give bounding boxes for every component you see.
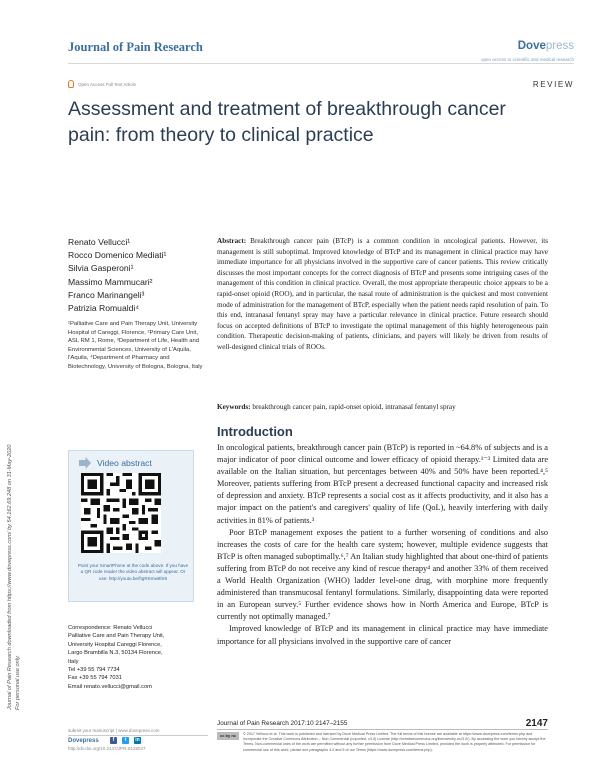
body-paragraph: Poor BTcP management exposes the patient to a further worsening of conditions and also increases the costs of care for the health care system; however, multiple evidence suggests that BTcP is often managed suboptimally.⁶,⁷ An Italian study highlighted that about one-third of patients suffering from BTcP do not receive any kind of rescue therapy⁴ and another 33% of them received a World Health Organization (WHO) ladder level-one drug, with morphine more frequently administered than transmucosal fentanyl formulations. Similarly, disappointing data were reported in an European survey.⁵ Further evidence shows how in North America and Europe, BTcP is currently not optimally managed.⁷ [217,527,548,622]
section-heading-introduction: Introduction [217,424,293,439]
qr-code-icon[interactable] [81,473,161,553]
keywords-text: breakthrough cancer pain, rapid-onset opioid, intranasal fentanyl spray [252,403,456,411]
correspondence-line: Largo Brambilla N.3, 50134 Florence, [68,650,163,657]
linkedin-icon[interactable]: in [135,737,140,744]
abstract [217,236,548,353]
author-name: Franco Marinangeli³ [68,289,145,300]
doi-link[interactable]: http://dx.doi.org/10.2147/JPR.S128047 [68,746,146,751]
article-type: REVIEW [532,80,574,89]
twitter-icon[interactable]: t [122,737,129,744]
author-name: Massimo Mammucari² [68,276,153,287]
video-abstract-note: Point your SmartPhone at the code above. If you have a QR code reader the video abstract will appear. Or use: http://youtu.be/fIgRSmw8hr8 [77,563,189,581]
publisher-logo-part1: Dove [517,40,546,52]
video-abstract-heading[interactable] [79,457,152,469]
license-notice [217,732,548,753]
page-number: 2147 [525,718,548,729]
download-side-note-line2: For personal use only. [15,655,21,710]
publisher-logo-part2: press [545,40,574,52]
correspondence-line: University Hospital Careggi Florence, [68,641,162,648]
body-paragraph: In oncological patients, breakthrough cancer pain (BTcP) is reported in ~64.8% of subjects and is a major indicator of poor clinical outcome and lower efficacy of opioid therapy.¹⁻³ Limited data are available on the Italian situation, but percentages between 40% and 50% have been reported.⁴,⁵ Moreover, patients suffering from BTcP present a decreased functional capacity and increased risk of depression and anxiety. BTcP represents a social cost as it affects productivity, and it also has a major impact on the patient's and caregivers' quality of life (QoL), heavily interfering with daily activities in 81% of patients.³ [217,443,548,525]
download-side-note-line1: Journal of Pain Research downloaded from https://www.dovepress.com/ by 54.162.69.248 on 31-May-2020 [7,444,13,710]
abstract-text: Breakthrough cancer pain (BTcP) is a common condition in oncological patients. However, its management is still suboptimal. Improved knowledge of BTcP and its management in clinical practice may have immediate importance for all physicians involved in the supportive care of cancer patients. This review critically discusses the most important concepts for the correct diagnosis of BTcP and presents some intriguing cases of the management of this condition in clinical practice. Overall, the most appropriate therapeutic choice appears to be a rapid-onset opioid (ROO), and in particular, the nasal route of administration is the quickest and most convenient mode of administration for the management of BTcP, especially when the patient needs rapid resolution of pain. To this end, intranasal fentanyl spray may have a particular relevance in clinical practice. Future research should focus on accepted definitions of BTcP to investigate the optimal management of this highly heterogeneous pain condition. Therapeutic decision-making of patients, clinicians, and payers will likely be driven from results of well-designed clinical trials of ROOs. [217,237,548,351]
correspondence-line: Palliative Care and Pain Therapy Unit, [68,633,165,640]
journal-name[interactable]: Journal of Pain Research [68,40,203,54]
correspondence-line: Italy [68,658,79,665]
article-title: Assessment and treatment of breakthrough cancer pain: from theory to clinical practice [68,98,506,146]
open-access-label [68,80,136,88]
footer-left [68,727,208,753]
footer-dovepress-logo[interactable]: Dovepress [68,738,99,744]
author-list [68,236,166,315]
video-abstract-box[interactable] [68,450,194,602]
facebook-icon[interactable]: f [110,737,117,744]
abstract-label: Abstract: [217,237,247,245]
body-paragraph: Improved knowledge of BTcP and its management in clinical practice may have immediate importance for all physicians involved in the supportive care of cancer [217,624,548,646]
correspondence-email[interactable]: Email renato.vellucci@gmail.com [68,683,152,690]
footer-divider [217,729,548,730]
license-text: © 2017 Vellucci et al. This work is published and licensed by Dove Medical Press Limited. The full terms of this license are available at https://www.dovepress.com/terms.php and incorporate the Creative Commons Attribution – Non Commercial (unported, v3.0) License (http://creativecommons.org/licenses/by-nc/3.0/). By accessing the work you hereby accept the Terms. Non-commercial uses of the work are permitted without any further permission from Dove Medical Press Limited, provided the work is properly attributed. For permission for commercial use of this work, please see paragraphs 4.2 and 5 of our Terms (https://www.dovepress.com/terms.php). [243,732,546,752]
open-access-text: Open Access Full Text Article [78,81,136,87]
publisher-tagline: open access to scientific and medical research [480,57,574,62]
keywords [217,402,548,413]
footer-journal-reference: Journal of Pain Research 2017:10 2147–2155 [217,720,348,727]
author-name: Rocco Domenico Mediati¹ [68,250,167,261]
submit-manuscript-link[interactable]: submit your manuscript | www.dovepress.com [68,728,160,733]
header-divider [68,63,574,64]
correspondence-line: Tel +39 55 794 7734 [68,667,120,674]
affiliations: ¹Palliative Care and Pain Therapy Unit, University Hospital of Careggi, Florence, ²Primary Care Unit, ASL RM 1, Rome, ³Department of Life, Health and Environmental Sciences, University of L'Aquila, l'Aquila, ⁴Department of Pharmacy and Biotechnology, University of Bologna, Bologna, Italy [68,321,203,370]
author-name: Silvia Gasperoni¹ [68,263,134,274]
correspondence [68,624,208,691]
author-name: Patrizia Romualdi⁴ [68,303,140,314]
keywords-label: Keywords: [217,403,251,411]
arrow-right-icon [79,457,91,469]
cc-license-icon[interactable]: cc by nc [217,732,239,740]
publisher-logo[interactable] [518,40,574,52]
social-links [110,737,141,744]
correspondence-line: Correspondence: Renato Vellucci [68,625,153,631]
open-access-icon [68,80,74,88]
correspondence-line: Fax +39 55 794 7031 [68,675,122,682]
download-side-note [6,150,42,710]
author-name: Renato Vellucci¹ [68,237,131,247]
introduction-body [217,442,548,648]
video-abstract-label: Video abstract [97,458,152,468]
